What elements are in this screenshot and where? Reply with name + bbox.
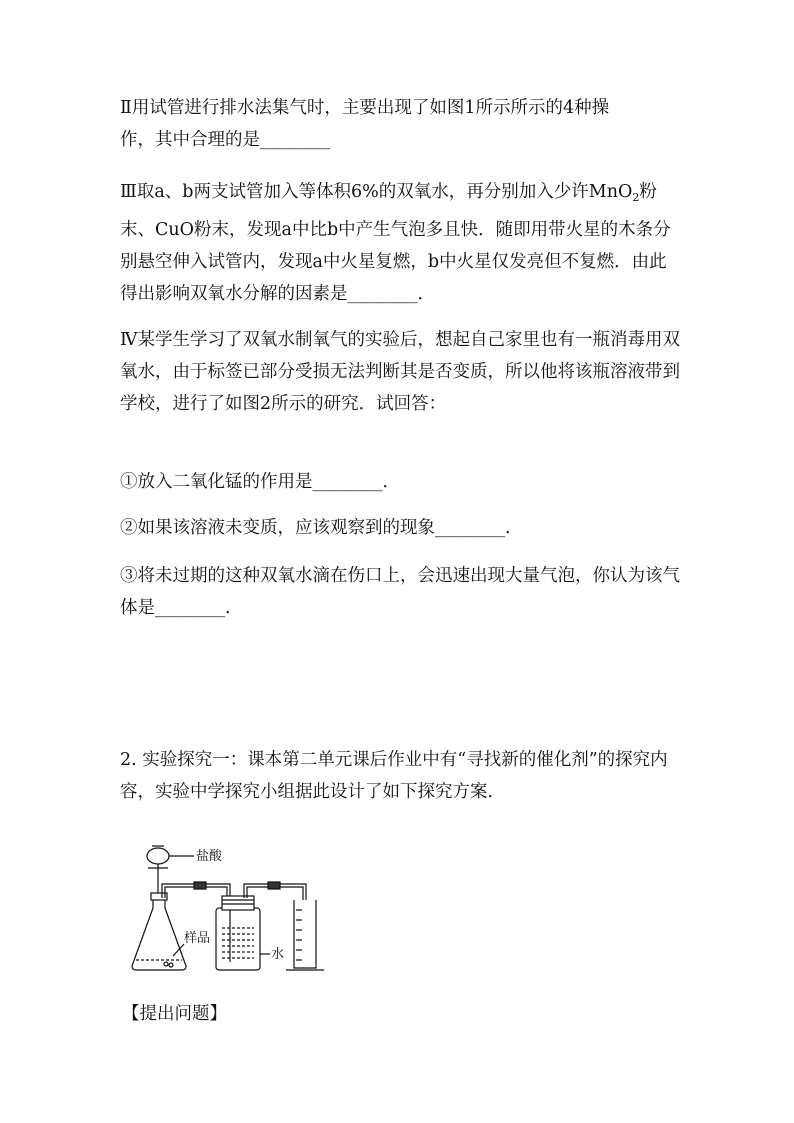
q1-part4-item2: ②如果该溶液未变质，应该观察到的现象________． (120, 518, 523, 538)
q1-part4-intro: Ⅳ某学生学习了双氧水制氧气的实验后，想起自己家里也有一瓶消毒用双氧水，由于标签已部分受损无法判断其是否变质，所以他将该瓶溶液带到学校，进行了如图2所示的研究．试回答： (120, 330, 680, 414)
formula-subscript: 2 (632, 191, 640, 204)
funnel-bulb (147, 848, 169, 864)
q1-part3-text-rest: 粉末、CuO粉末，发现a中比b中产生气泡多且快．随即用带火星的木条分别悬空伸入试管内，发现a中火星复燃，b中火星仅发亮但不复燃．由此得出影响双氧水分解的因素是________． (120, 182, 671, 304)
q1-part2-line2: 作，其中合理的是________ (120, 130, 330, 150)
label-acid: 盐酸 (196, 849, 223, 864)
q1-part3-text (120, 176, 680, 310)
q1-part4-item1: ①放入二氧化锰的作用是________． (120, 472, 400, 492)
section-heading-ask-question: 【提出问题】 (122, 1004, 227, 1024)
apparatus-figure (126, 838, 336, 978)
label-water: 水 (271, 947, 285, 962)
q1-part3-text-start: Ⅲ取a、b两支试管加入等体积6%的双氧水，再分别加入少许MnO (120, 182, 633, 202)
label-sample: 样品 (184, 931, 211, 946)
q1-part4-item3: ③将未过期的这种双氧水滴在伤口上，会迅速出现大量气泡，你认为该气体是________． (120, 566, 680, 618)
apparatus-diagram (126, 838, 336, 978)
water-bottle (216, 908, 260, 970)
q2-intro: 2. 实验探究一：课本第二单元课后作业中有“寻找新的催化剂”的探究内容，实验中学探究小组据此设计了如下探究方案． (120, 750, 668, 802)
conical-flask (132, 896, 186, 970)
q1-part2-text (120, 92, 680, 156)
q1-part2-line1: Ⅱ用试管进行排水法集气时，主要出现了如图1所示所示的4种操 (120, 98, 610, 118)
